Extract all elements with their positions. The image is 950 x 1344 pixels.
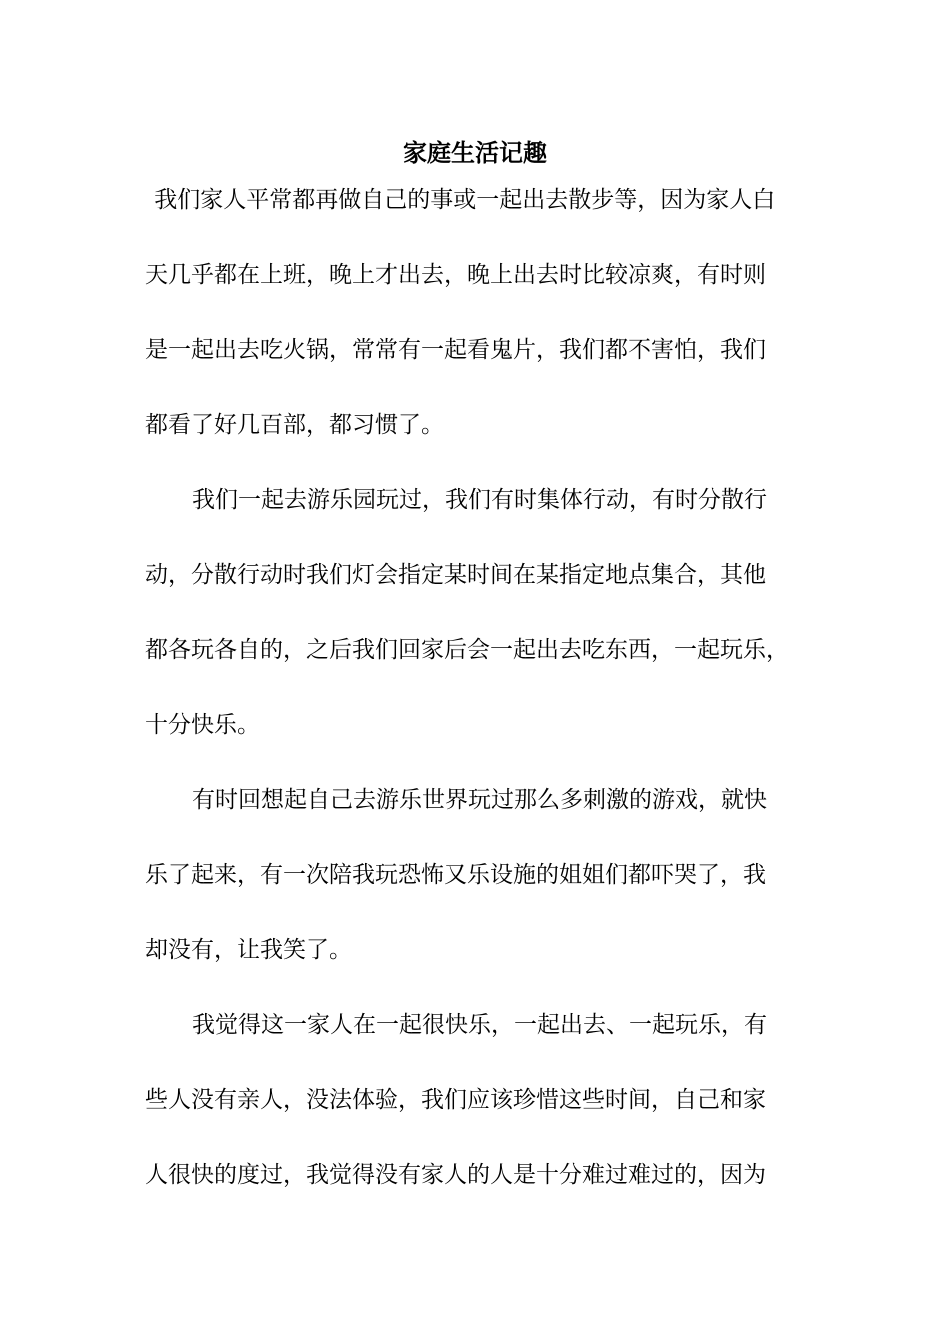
paragraph-4-line-3: 人很快的度过，我觉得没有家人的人是十分难过难过的，因为 <box>145 1162 766 1188</box>
paragraph-2-line-2: 动，分散行动时我们灯会指定某时间在某指定地点集合，其他 <box>145 562 766 588</box>
paragraph-4-line-2: 些人没有亲人，没法体验，我们应该珍惜这些时间，自己和家 <box>145 1087 766 1113</box>
paragraph-2-line-3: 都各玩各自的，之后我们回家后会一起出去吃东西，一起玩乐， <box>145 637 789 663</box>
paragraph-1-line-1: 我们家人平常都再做自己的事或一起出去散步等，因为家人白 <box>147 187 776 213</box>
paragraph-2-line-1: 我们一起去游乐园玩过，我们有时集体行动，有时分散行 <box>192 487 767 513</box>
paragraph-2-line-4: 十分快乐。 <box>145 712 260 738</box>
paragraph-3-line-3: 却没有，让我笑了。 <box>145 937 352 963</box>
paragraph-4-line-1: 我觉得这一家人在一起很快乐，一起出去、一起玩乐，有 <box>192 1012 767 1038</box>
paragraph-3-line-2: 乐了起来，有一次陪我玩恐怖又乐设施的姐姐们都吓哭了，我 <box>145 862 766 888</box>
paragraph-1-line-2: 天几乎都在上班，晚上才出去，晚上出去时比较凉爽，有时则 <box>145 262 766 288</box>
paragraph-1-line-4: 都看了好几百部，都习惯了。 <box>145 412 444 438</box>
paragraph-3-line-1: 有时回想起自己去游乐世界玩过那么多刺激的游戏，就快 <box>192 787 767 813</box>
paragraph-1-line-3: 是一起出去吃火锅，常常有一起看鬼片，我们都不害怕，我们 <box>145 337 766 363</box>
document-title: 家庭生活记趣 <box>403 138 547 167</box>
